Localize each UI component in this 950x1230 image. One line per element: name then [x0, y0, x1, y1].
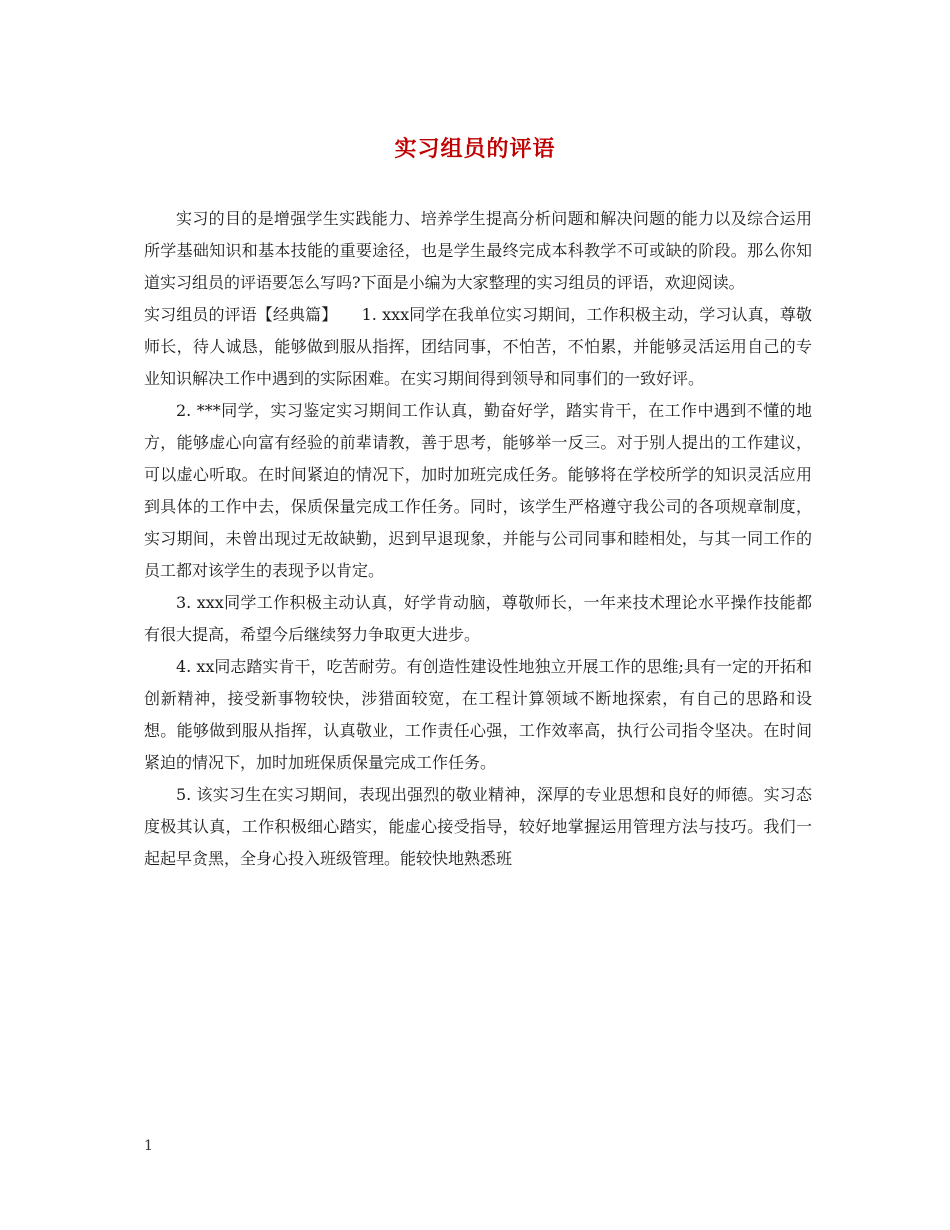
paragraph-item-2: 2. ***同学，实习鉴定实习期间工作认真，勤奋好学，踏实肯干，在工作中遇到不懂的地方，能够虚心向富有经验的前辈请教，善于思考，能够举一反三。对于别人提出的工作建议，可以虚心听取。在时间紧迫的情况下，加时加班完成任务。能够将在学校所学的知识灵活应用到具体的工作中去，保质保量完成工作任务。同时，该学生严格遵守我公司的各项规章制度，实习期间，未曾出现过无故缺勤，迟到早退现象，并能与公司同事和睦相处，与其一同工作的员工都对该学生的表现予以肯定。: [144, 401, 812, 580]
document-body: [144, 203, 812, 875]
paragraph-intro: 实习的目的是增强学生实践能力、培养学生提高分析问题和解决问题的能力以及综合运用所学基础知识和基本技能的重要途径，也是学生最终完成本科教学不可或缺的阶段。那么你知道实习组员的评语要怎么写吗?下面是小编为大家整理的实习组员的评语，欢迎阅读。: [144, 209, 812, 292]
paragraph-item-5: 5. 该实习生在实习期间，表现出强烈的敬业精神，深厚的专业思想和良好的师德。实习态度极其认真，工作积极细心踏实，能虚心接受指导，较好地掌握运用管理方法与技巧。我们一起起早贪黑，全身心投入班级管理。能较快地熟悉班: [144, 785, 812, 868]
paragraph-item-4: 4. xx同志踏实肯干，吃苦耐劳。有创造性建设性地独立开展工作的思维;具有一定的开拓和创新精神，接受新事物较快，涉猎面较宽，在工程计算领域不断地探索，有自己的思路和设想。能够做到服从指挥，认真敬业，工作责任心强，工作效率高，执行公司指令坚决。在时间紧迫的情况下，加时加班保质保量完成工作任务。: [144, 657, 812, 772]
document-title: 实习组员的评语: [394, 136, 556, 162]
paragraph-item-3: 3. xxx同学工作积极主动认真，好学肯动脑，尊敬师长，一年来技术理论水平操作技能都有很大提高，希望今后继续努力争取更大进步。: [144, 593, 812, 644]
paragraph-item-1: 实习组员的评语【经典篇】 1. xxx同学在我单位实习期间，工作积极主动，学习认真，尊敬师长，待人诚恳，能够做到服从指挥，团结同事，不怕苦，不怕累，并能够灵活运用自己的专业知识解决工作中遇到的实际困难。在实习期间得到领导和同事们的一致好评。: [144, 305, 812, 388]
page-number: 1: [144, 1138, 153, 1154]
